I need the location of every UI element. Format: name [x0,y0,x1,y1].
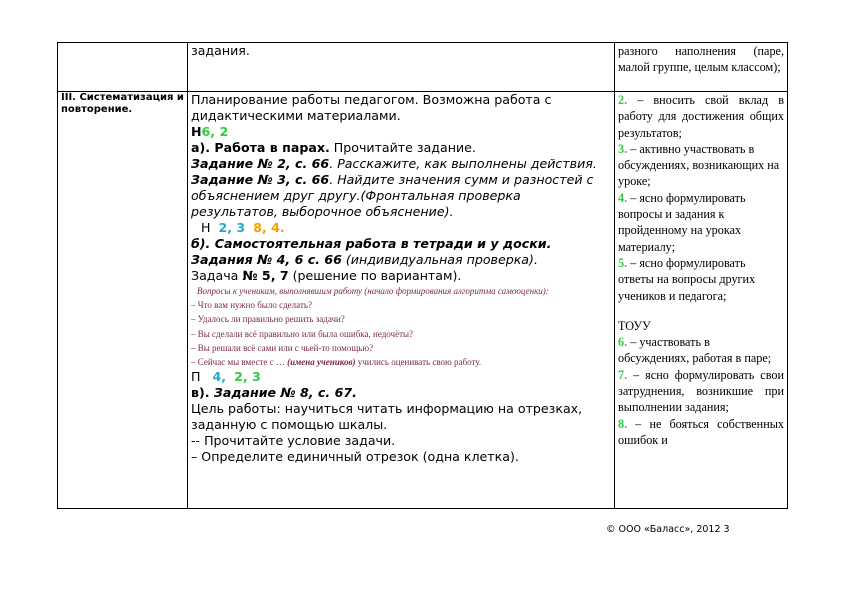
question-names: (имена учеников) [287,357,356,368]
outcome-item [618,416,784,449]
task8-line [191,385,611,401]
outcome-text: – ясно формулировать вопросы и задания к пройденному на уроках материалу; [618,190,746,254]
stage-cell: III. Систематизация и повторение. [58,92,188,509]
table-row [58,92,788,509]
outcome-item [618,141,784,190]
task8-text: Задание № 8, с. 67. [209,385,357,401]
lesson-table [57,42,788,509]
outcome-text: – участвовать в обсуждениях, работая в паре; [618,335,772,366]
question-item: – Удалось ли правильно решить задачи? [191,314,345,325]
question-item [191,355,611,369]
outcomes-cell [615,92,788,509]
footer-copyright: © ООО «Баласс», 2012 3 [606,524,730,535]
outcome-text: – активно участвовать в обсуждениях, возникающих на уроке; [618,141,780,189]
outcome-text: – вносить свой вклад в работу для достижения общих результатов; [618,93,784,140]
step-text: – Определите единичный отрезок (одна клетка). [191,449,519,465]
table-row [58,43,788,92]
task4-label: Задания № 4, 6 с. 66 [191,252,342,267]
task3-label: Задание № 3, с. 66 [191,172,330,187]
task2-text: . Расскажите, как выполнены действия. [329,156,597,171]
self-assessment-questions [191,284,611,369]
homework-line [191,124,611,140]
pair-work-text: Прочитайте задание. [329,140,476,155]
question-item: – Что вам нужно было сделать? [191,300,312,311]
outcome-text: – ясно формулировать свои затруднения, возникшие при выполнении задания; [618,367,784,415]
task3-text: . Найдите значения сумм и разностей с объяснением друг другу.(Фронтальная проверка результатов, выборочное объяснение). [191,172,594,219]
outcome-number: 3. [618,141,628,156]
outcome-item [618,367,784,416]
stage-cell [58,43,188,92]
task8-label: в). [191,385,210,401]
outcome-item [618,190,784,255]
level-letter: П [191,369,201,385]
outcome-text: – не бояться собственных ошибок и [618,416,784,447]
questions-header: Вопросы к ученикам, выполнявшим работу (начало формирования алгоритма самооценки): [197,286,549,296]
level-letter: Н [201,220,211,235]
content-text: задания. [191,43,250,58]
level-line [191,220,611,236]
task5-line [191,268,611,284]
content-cell [188,92,615,509]
task4-line [191,252,611,268]
question-post: учились оценивать свою работу. [355,357,482,368]
outcome-item [618,334,784,367]
outcome-number: 7. [618,367,628,382]
outcomes-cell [615,43,788,92]
level-numbers-cyan: 2, 3 [218,220,246,235]
task5-text: (решение по вариантам). [288,268,462,283]
task3-line [191,172,611,220]
question-item: – Вы сделали всё правильно или была ошибка, недочёты? [191,328,414,339]
self-work-line: б). Самостоятельная работа в тетради и у доски. [191,236,552,251]
level-numbers: 6, 2 [201,124,229,139]
level-number-green: 2, 3 [234,369,261,385]
outcome-number: 5. [618,255,628,270]
pair-work-label: а). Работа в парах. [191,140,330,155]
level-letter: Н [191,124,202,139]
outcome-number: 4. [618,190,628,205]
step-text: -- Прочитайте условие задачи. [191,433,396,449]
task4-text: (индивидуальная проверка). [341,252,538,267]
goal-text: Цель работы: научиться читать информацию на отрезках, заданную с помощью шкалы. [191,401,583,433]
touu-heading: ТОУУ [618,318,651,333]
task2-label: Задание № 2, с. 66 [191,156,330,171]
outcomes-text: разного наполнения (паре, малой группе, целым классом); [618,44,784,75]
outcome-item [618,92,784,141]
pair-work-line [191,140,611,156]
outcome-number: 8. [618,416,628,431]
level-numbers-orange: 8, 4. [253,220,285,235]
question-pre: – Сейчас мы вместе с … [191,357,285,368]
question-item: – Вы решали всё сами или с чьей-то помощью? [191,342,374,353]
p-level-line [191,369,611,385]
task5-label: Задача [191,268,243,283]
level-number-cyan: 4, [212,369,227,385]
task5-number: № 5, 7 [242,268,289,283]
outcome-number: 2. [618,93,628,107]
outcome-text: – ясно формулировать ответы на вопросы других учеников и педагога; [618,255,756,303]
task2-line [191,156,611,172]
content-cell [188,43,615,92]
outcome-item [618,255,784,304]
planning-text: Планирование работы педагогом. Возможна работа с дидактическими материалами. [191,92,552,123]
outcome-number: 6. [618,335,628,350]
